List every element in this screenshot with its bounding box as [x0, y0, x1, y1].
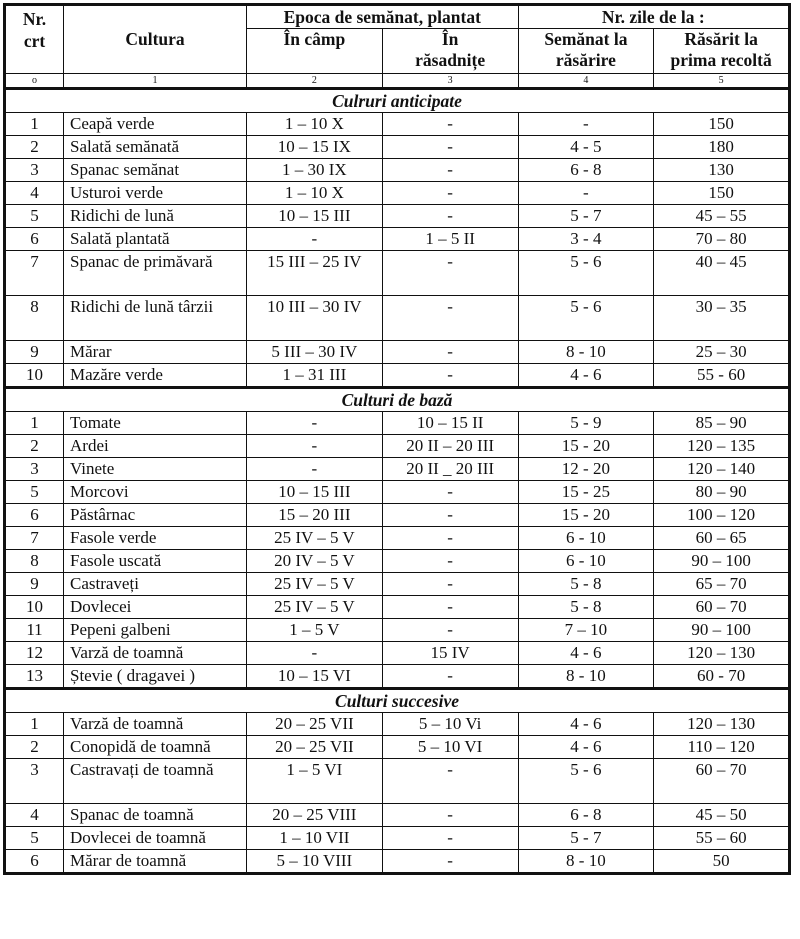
cell-rasarit-recolta: 55 - 60 [654, 364, 790, 388]
header-semanat-line1: Semănat la [544, 29, 628, 49]
cell-semanat-rasarire: 5 - 6 [518, 759, 654, 804]
cell-nr: 2 [5, 736, 64, 759]
cell-nr: 2 [5, 136, 64, 159]
cell-semanat-rasarire: 4 - 6 [518, 364, 654, 388]
cell-cultura: Ștevie ( dragavei ) [64, 665, 247, 689]
cell-cultura: Vinete [64, 458, 247, 481]
header-epoca: Epoca de semănat, plantat [247, 5, 519, 29]
cell-nr: 6 [5, 850, 64, 874]
table-row [5, 619, 790, 642]
cell-rasarit-recolta: 130 [654, 159, 790, 182]
cell-semanat-rasarire: 4 - 6 [518, 736, 654, 759]
column-index: 5 [654, 74, 790, 89]
header-rasarit-line1: Răsărit la [684, 29, 758, 49]
cell-nr: 5 [5, 481, 64, 504]
table-row [5, 642, 790, 665]
cell-rasarit-recolta: 120 – 140 [654, 458, 790, 481]
cell-semanat-rasarire: 8 - 10 [518, 850, 654, 874]
crop-schedule-table [3, 3, 791, 875]
cell-semanat-rasarire: 5 - 6 [518, 296, 654, 341]
cell-semanat-rasarire: 5 - 6 [518, 251, 654, 296]
cell-cultura: Varză de toamnă [64, 713, 247, 736]
cell-in-camp: 10 – 15 IX [247, 136, 383, 159]
cell-in-rasadnite: - [382, 527, 518, 550]
cell-nr: 4 [5, 182, 64, 205]
header-in-rasadnite [382, 29, 518, 74]
cell-in-rasadnite: - [382, 827, 518, 850]
cell-rasarit-recolta: 45 – 50 [654, 804, 790, 827]
cell-cultura: Ridichi de lună târzii [64, 296, 247, 341]
cell-in-camp: 15 III – 25 IV [247, 251, 383, 296]
cell-cultura: Spanac de toamnă [64, 804, 247, 827]
cell-in-rasadnite: - [382, 759, 518, 804]
header-rasarit [654, 29, 790, 74]
header-nr-zile: Nr. zile de la : [518, 5, 790, 29]
cell-semanat-rasarire: 6 - 8 [518, 804, 654, 827]
cell-semanat-rasarire: 5 - 7 [518, 205, 654, 228]
cell-rasarit-recolta: 50 [654, 850, 790, 874]
cell-in-camp: - [247, 435, 383, 458]
cell-in-rasadnite: - [382, 504, 518, 527]
table-row [5, 759, 790, 804]
cell-cultura: Salată semănată [64, 136, 247, 159]
cell-cultura: Salată plantată [64, 228, 247, 251]
cell-in-camp: 5 III – 30 IV [247, 341, 383, 364]
cell-semanat-rasarire: 8 - 10 [518, 341, 654, 364]
table-row [5, 113, 790, 136]
column-index: 2 [247, 74, 383, 89]
cell-nr: 1 [5, 113, 64, 136]
cell-in-rasadnite: - [382, 850, 518, 874]
header-rasarit-line2: prima recoltă [670, 50, 772, 70]
cell-in-rasadnite: 20 II – 20 III [382, 435, 518, 458]
cell-in-camp: 1 – 10 X [247, 113, 383, 136]
cell-nr: 5 [5, 827, 64, 850]
table-row [5, 596, 790, 619]
cell-cultura: Morcovi [64, 481, 247, 504]
cell-cultura: Varză de toamnă [64, 642, 247, 665]
header-semanat-line2: răsărire [555, 50, 616, 70]
cell-semanat-rasarire: 4 - 6 [518, 642, 654, 665]
cell-in-camp: 20 – 25 VII [247, 713, 383, 736]
cell-cultura: Ardei [64, 435, 247, 458]
cell-in-camp: 1 – 5 VI [247, 759, 383, 804]
cell-in-rasadnite: - [382, 804, 518, 827]
cell-in-rasadnite: - [382, 619, 518, 642]
cell-semanat-rasarire: 15 - 25 [518, 481, 654, 504]
table-row [5, 296, 790, 341]
header-nr-line1: Nr. [22, 9, 47, 29]
section-header-row [5, 689, 790, 713]
header-in-camp [247, 29, 383, 74]
cell-in-rasadnite: 5 – 10 Vi [382, 713, 518, 736]
cell-in-camp: 15 – 20 III [247, 504, 383, 527]
cell-nr: 4 [5, 804, 64, 827]
table-row [5, 136, 790, 159]
cell-cultura: Pepeni galbeni [64, 619, 247, 642]
cell-cultura: Dovlecei [64, 596, 247, 619]
header-cultura-label: Cultura [125, 29, 185, 49]
table-row [5, 412, 790, 435]
cell-nr: 8 [5, 296, 64, 341]
table-row [5, 251, 790, 296]
cell-semanat-rasarire: 5 - 9 [518, 412, 654, 435]
table-row [5, 736, 790, 759]
header-in-camp-label: În câmp [283, 29, 346, 49]
cell-rasarit-recolta: 40 – 45 [654, 251, 790, 296]
cell-in-camp: 20 IV – 5 V [247, 550, 383, 573]
cell-rasarit-recolta: 110 – 120 [654, 736, 790, 759]
cell-nr: 12 [5, 642, 64, 665]
cell-cultura: Castravați de toamnă [64, 759, 247, 804]
cell-in-rasadnite: 20 II _ 20 III [382, 458, 518, 481]
cell-in-rasadnite: - [382, 136, 518, 159]
cell-semanat-rasarire: 6 - 10 [518, 527, 654, 550]
table-row [5, 713, 790, 736]
cell-cultura: Tomate [64, 412, 247, 435]
cell-nr: 9 [5, 341, 64, 364]
table-row [5, 341, 790, 364]
section-title: Culturi de bază [5, 388, 790, 412]
cell-semanat-rasarire: 8 - 10 [518, 665, 654, 689]
cell-in-camp: - [247, 458, 383, 481]
table-row [5, 504, 790, 527]
cell-nr: 6 [5, 504, 64, 527]
table-row [5, 804, 790, 827]
header-in-rasadnite-line1: În [441, 29, 459, 49]
cell-cultura: Mazăre verde [64, 364, 247, 388]
cell-cultura: Păstârnac [64, 504, 247, 527]
cell-cultura: Fasole verde [64, 527, 247, 550]
cell-rasarit-recolta: 55 – 60 [654, 827, 790, 850]
cell-semanat-rasarire: 5 - 7 [518, 827, 654, 850]
cell-rasarit-recolta: 90 – 100 [654, 550, 790, 573]
table-row [5, 364, 790, 388]
cell-in-rasadnite: - [382, 251, 518, 296]
cell-cultura: Spanac de primăvară [64, 251, 247, 296]
cell-in-camp: 1 – 30 IX [247, 159, 383, 182]
cell-in-rasadnite: - [382, 481, 518, 504]
cell-semanat-rasarire: 6 - 8 [518, 159, 654, 182]
cell-semanat-rasarire: 4 - 6 [518, 713, 654, 736]
cell-in-camp: 1 – 5 V [247, 619, 383, 642]
table-row [5, 481, 790, 504]
cell-in-rasadnite: - [382, 296, 518, 341]
table-row [5, 228, 790, 251]
cell-semanat-rasarire: 7 – 10 [518, 619, 654, 642]
cell-semanat-rasarire: 5 - 8 [518, 596, 654, 619]
header-in-rasadnite-line2: răsadnițe [415, 50, 486, 70]
cell-nr: 8 [5, 550, 64, 573]
column-index: 4 [518, 74, 654, 89]
cell-in-camp: 1 – 31 III [247, 364, 383, 388]
cell-rasarit-recolta: 150 [654, 182, 790, 205]
cell-semanat-rasarire: 6 - 10 [518, 550, 654, 573]
cell-cultura: Mărar de toamnă [64, 850, 247, 874]
cell-rasarit-recolta: 100 – 120 [654, 504, 790, 527]
cell-nr: 7 [5, 251, 64, 296]
header-cultura [64, 5, 247, 74]
table-row [5, 205, 790, 228]
cell-in-rasadnite: - [382, 364, 518, 388]
cell-nr: 13 [5, 665, 64, 689]
cell-cultura: Ridichi de lună [64, 205, 247, 228]
cell-in-camp: 1 – 10 X [247, 182, 383, 205]
cell-in-rasadnite: - [382, 550, 518, 573]
cell-rasarit-recolta: 30 – 35 [654, 296, 790, 341]
cell-in-camp: - [247, 412, 383, 435]
cell-in-rasadnite: - [382, 113, 518, 136]
cell-nr: 1 [5, 412, 64, 435]
cell-rasarit-recolta: 70 – 80 [654, 228, 790, 251]
cell-nr: 6 [5, 228, 64, 251]
cell-in-camp: 5 – 10 VIII [247, 850, 383, 874]
cell-rasarit-recolta: 150 [654, 113, 790, 136]
section-title: Culturi succesive [5, 689, 790, 713]
cell-cultura: Ceapă verde [64, 113, 247, 136]
cell-nr: 3 [5, 759, 64, 804]
table-row [5, 527, 790, 550]
cell-in-rasadnite: 15 IV [382, 642, 518, 665]
cell-rasarit-recolta: 60 – 65 [654, 527, 790, 550]
table-body [5, 89, 790, 874]
cell-in-rasadnite: 1 – 5 II [382, 228, 518, 251]
cell-in-camp: 25 IV – 5 V [247, 527, 383, 550]
table-row [5, 850, 790, 874]
header-semanat [518, 29, 654, 74]
cell-in-rasadnite: - [382, 159, 518, 182]
cell-nr: 7 [5, 527, 64, 550]
cell-nr: 3 [5, 458, 64, 481]
cell-nr: 9 [5, 573, 64, 596]
cell-in-camp: 10 III – 30 IV [247, 296, 383, 341]
cell-cultura: Conopidă de toamnă [64, 736, 247, 759]
cell-in-rasadnite: - [382, 596, 518, 619]
cell-in-rasadnite: - [382, 182, 518, 205]
cell-nr: 3 [5, 159, 64, 182]
cell-rasarit-recolta: 45 – 55 [654, 205, 790, 228]
cell-in-rasadnite: 5 – 10 VI [382, 736, 518, 759]
cell-cultura: Mărar [64, 341, 247, 364]
cell-rasarit-recolta: 60 – 70 [654, 759, 790, 804]
cell-nr: 10 [5, 364, 64, 388]
table-row [5, 435, 790, 458]
cell-nr: 10 [5, 596, 64, 619]
cell-nr: 5 [5, 205, 64, 228]
cell-rasarit-recolta: 120 – 135 [654, 435, 790, 458]
cell-semanat-rasarire: 12 - 20 [518, 458, 654, 481]
cell-rasarit-recolta: 60 – 70 [654, 596, 790, 619]
cell-semanat-rasarire: 5 - 8 [518, 573, 654, 596]
cell-nr: 1 [5, 713, 64, 736]
table-row [5, 550, 790, 573]
cell-in-rasadnite: - [382, 205, 518, 228]
section-header-row [5, 388, 790, 412]
cell-semanat-rasarire: - [518, 182, 654, 205]
header-nr-crt [5, 5, 64, 74]
cell-cultura: Spanac semănat [64, 159, 247, 182]
cell-nr: 2 [5, 435, 64, 458]
cell-rasarit-recolta: 60 - 70 [654, 665, 790, 689]
cell-rasarit-recolta: 80 – 90 [654, 481, 790, 504]
column-index: 3 [382, 74, 518, 89]
section-title: Culruri anticipate [5, 89, 790, 113]
cell-in-camp: 10 – 15 III [247, 481, 383, 504]
column-index-row [5, 74, 790, 89]
cell-rasarit-recolta: 90 – 100 [654, 619, 790, 642]
cell-cultura: Usturoi verde [64, 182, 247, 205]
cell-rasarit-recolta: 120 – 130 [654, 713, 790, 736]
cell-in-camp: 25 IV – 5 V [247, 596, 383, 619]
cell-in-camp: 20 – 25 VII [247, 736, 383, 759]
cell-semanat-rasarire: - [518, 113, 654, 136]
cell-in-camp: - [247, 228, 383, 251]
cell-in-camp: - [247, 642, 383, 665]
cell-in-rasadnite: 10 – 15 II [382, 412, 518, 435]
table-row [5, 159, 790, 182]
table-row [5, 573, 790, 596]
cell-in-rasadnite: - [382, 341, 518, 364]
table-row [5, 827, 790, 850]
cell-rasarit-recolta: 85 – 90 [654, 412, 790, 435]
section-header-row [5, 89, 790, 113]
cell-in-camp: 1 – 10 VII [247, 827, 383, 850]
cell-in-rasadnite: - [382, 573, 518, 596]
column-index: 1 [64, 74, 247, 89]
cell-rasarit-recolta: 25 – 30 [654, 341, 790, 364]
cell-rasarit-recolta: 180 [654, 136, 790, 159]
cell-cultura: Dovlecei de toamnă [64, 827, 247, 850]
cell-semanat-rasarire: 3 - 4 [518, 228, 654, 251]
cell-in-camp: 10 – 15 VI [247, 665, 383, 689]
cell-semanat-rasarire: 4 - 5 [518, 136, 654, 159]
cell-cultura: Castraveți [64, 573, 247, 596]
cell-in-camp: 20 – 25 VIII [247, 804, 383, 827]
cell-rasarit-recolta: 65 – 70 [654, 573, 790, 596]
cell-rasarit-recolta: 120 – 130 [654, 642, 790, 665]
header-nr-line2: crt [23, 31, 46, 51]
table-row [5, 458, 790, 481]
cell-in-camp: 25 IV – 5 V [247, 573, 383, 596]
cell-in-rasadnite: - [382, 665, 518, 689]
cell-semanat-rasarire: 15 - 20 [518, 435, 654, 458]
cell-in-camp: 10 – 15 III [247, 205, 383, 228]
table-row [5, 182, 790, 205]
cell-nr: 11 [5, 619, 64, 642]
cell-semanat-rasarire: 15 - 20 [518, 504, 654, 527]
table-row [5, 665, 790, 689]
cell-cultura: Fasole uscată [64, 550, 247, 573]
column-index: o [5, 74, 64, 89]
